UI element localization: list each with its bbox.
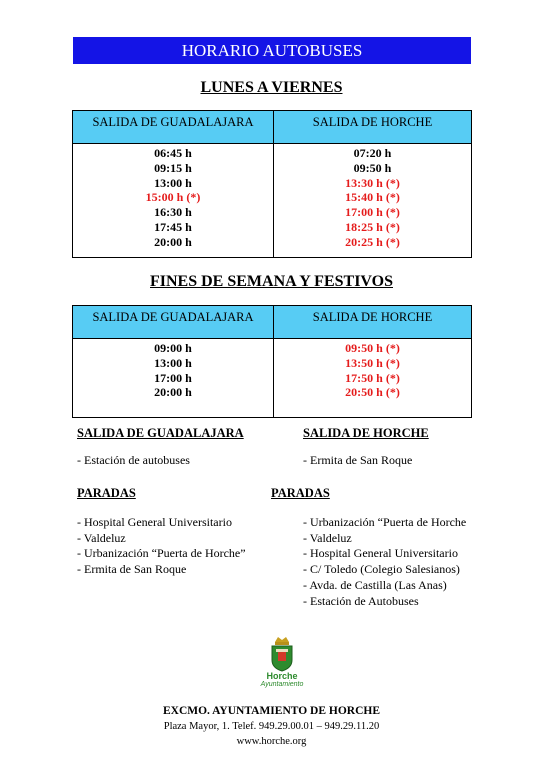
departure-guadalajara-place: - Estación de autobuses [77,453,190,467]
footer-org: EXCMO. AYUNTAMIENTO DE HORCHE [162,705,381,717]
weekend-horche-times [274,339,472,418]
time-entry: 17:00 h [154,370,192,385]
footer-address: Plaza Mayor, 1. Telef. 949.29.00.01 – 949.29.11.20 [163,721,380,732]
stops-left-title: PARADAS [77,486,136,500]
weekday-horche-times [274,144,472,258]
time-entry: 18:25 h (*) [345,219,400,234]
time-entry: 09:50 h (*) [345,341,400,355]
logo-name: Horche [266,671,298,681]
time-entry: 09:00 h [154,341,192,355]
list-item: - Urbanización “Puerta de Horche” [77,546,246,561]
list-item: - Valdeluz [77,530,126,545]
time-entry: 16:30 h [154,205,192,220]
departure-guadalajara-title: SALIDA DE GUADALAJARA [77,426,244,440]
time-entry: 13:50 h (*) [345,355,400,370]
time-entry: 20:50 h (*) [345,385,400,400]
list-item: - Hospital General Universitario [303,546,458,561]
time-entry: 20:00 h [154,385,192,400]
list-item: - Ermita de San Roque [77,562,187,577]
list-item: - Hospital General Universitario [77,515,232,529]
time-entry: 09:15 h [154,160,192,175]
time-entry: 13:30 h (*) [345,175,400,190]
stops-right-title: PARADAS [271,486,330,500]
time-entry: 17:45 h [154,219,192,234]
time-entry: 15:00 h (*) [145,190,201,205]
time-entry: 09:50 h [353,160,392,175]
time-entry: 15:40 h (*) [345,190,400,205]
weekday-section-title: LUNES A VIERNES [200,79,343,96]
horche-logo [258,634,306,692]
stops-right-list [303,515,466,609]
weekend-section-title: FINES DE SEMANA Y FESTIVOS [150,273,393,290]
time-entry: 17:00 h (*) [345,205,400,220]
time-entry: 17:50 h (*) [345,370,400,385]
departure-horche-title: SALIDA DE HORCHE [303,426,429,440]
time-entry: 13:00 h [154,175,192,190]
title-banner [73,37,471,64]
time-entry: 07:20 h [353,146,392,160]
weekend-guadalajara-times [73,339,274,418]
weekday-col2-header: SALIDA DE HORCHE [274,111,472,144]
stops-left-list [77,515,246,578]
time-entry: 13:00 h [154,355,192,370]
time-entry: 06:45 h [154,146,192,160]
weekend-col1-header: SALIDA DE GUADALAJARA [73,306,274,339]
list-item: - Valdeluz [303,530,352,545]
page-title: HORARIO AUTOBUSES [181,41,363,60]
time-entry: 20:00 h [154,234,192,249]
list-item: - C/ Toledo (Colegio Salesianos) [303,562,460,577]
weekday-guadalajara-times [73,144,274,258]
departure-horche-place: - Ermita de San Roque [303,453,413,467]
weekend-col2-header: SALIDA DE HORCHE [274,306,472,339]
weekday-schedule-table [72,110,472,258]
time-entry: 20:25 h (*) [345,234,400,249]
logo-subtitle: Ayuntamiento [260,681,304,688]
list-item: - Urbanización “Puerta de Horche [303,515,467,529]
list-item: - Avda. de Castilla (Las Anas) [303,577,447,592]
weekday-col1-header: SALIDA DE GUADALAJARA [73,111,274,144]
weekend-schedule-table [72,305,472,418]
list-item: - Estación de Autobuses [303,593,419,608]
footer-web: www.horche.org [236,736,307,747]
